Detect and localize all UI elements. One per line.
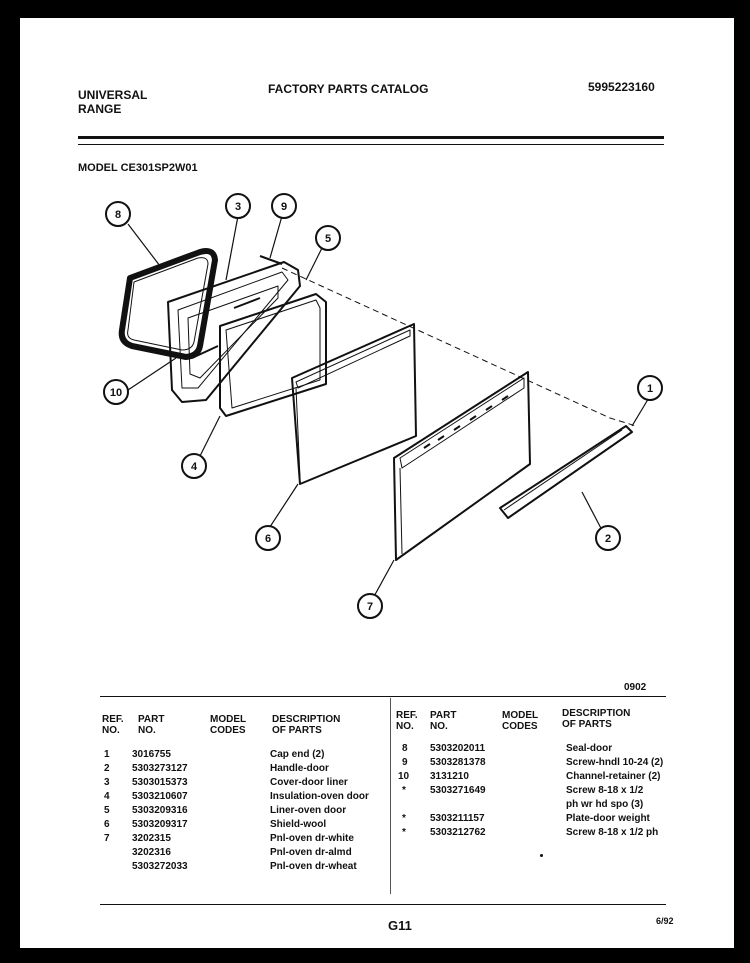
desc-cell: Shield-wool — [270, 819, 327, 830]
desc-cell: Channel-retainer (2) — [566, 771, 661, 782]
catalog-page — [20, 18, 734, 948]
table-row — [396, 812, 686, 826]
callout-2: 2 — [604, 533, 612, 545]
ref-cell: 3 — [104, 777, 110, 788]
parts-table-right — [396, 742, 686, 840]
table-row — [102, 860, 388, 874]
table-row — [102, 762, 388, 776]
callout-5: 5 — [324, 233, 332, 245]
callout-3: 3 — [234, 201, 242, 213]
table-row — [102, 818, 388, 832]
diagram-code: 0902 — [624, 682, 647, 693]
catalog-title: FACTORY PARTS CATALOG — [268, 82, 429, 96]
desc-cell: Seal-door — [566, 743, 613, 754]
header-desc-right: DESCRIPTION OF PARTS — [562, 708, 631, 730]
part-cell: 5303209316 — [132, 805, 188, 816]
ref-cell: 8 — [402, 743, 408, 754]
header-ref-right: REF. NO. — [396, 710, 418, 732]
table-row — [396, 826, 686, 840]
part-cell: 3131210 — [430, 771, 469, 782]
ref-cell: 6 — [104, 819, 110, 830]
model-number: MODEL CE301SP2W01 — [78, 162, 198, 174]
callout-7: 7 — [366, 601, 374, 613]
table-row — [396, 756, 686, 770]
catalog-number: 5995223160 — [588, 80, 655, 94]
table-row — [102, 790, 388, 804]
ref-cell: 1 — [104, 749, 110, 760]
ref-cell: 2 — [104, 763, 110, 774]
desc-cell: Handle-door — [270, 763, 329, 774]
part-cell: 5303272033 — [132, 861, 188, 872]
stray-dot — [540, 854, 543, 857]
part-cell: 5303212762 — [430, 827, 486, 838]
ref-cell: 10 — [398, 771, 410, 782]
shield-wool-part — [292, 324, 416, 484]
table-row — [102, 804, 388, 818]
table-row — [396, 798, 686, 812]
page-number: G11 — [388, 918, 412, 933]
table-row — [102, 776, 388, 790]
ref-cell: * — [402, 827, 406, 838]
callout-9: 9 — [280, 201, 288, 213]
part-cell: 3202316 — [132, 847, 171, 858]
desc-cell: Plate-door weight — [566, 813, 650, 824]
desc-cell: Pnl-oven dr-almd — [270, 847, 352, 858]
ref-cell: * — [402, 813, 406, 824]
callout-10: 10 — [109, 387, 123, 399]
desc-cell: Screw 8-18 x 1/2 ph — [566, 827, 659, 838]
part-cell: 3016755 — [132, 749, 171, 760]
brand-line-1: UNIVERSAL — [78, 88, 148, 102]
ref-cell: 7 — [104, 833, 110, 844]
desc-cell: Insulation-oven door — [270, 791, 369, 802]
desc-cell: Pnl-oven dr-white — [270, 833, 354, 844]
part-cell: 5303209317 — [132, 819, 188, 830]
part-cell: 5303211157 — [430, 813, 485, 824]
footer-rule — [100, 904, 666, 905]
part-cell: 5303273127 — [132, 763, 188, 774]
table-divider — [390, 698, 391, 894]
desc-cell: Liner-oven door — [270, 805, 347, 816]
table-row — [396, 770, 686, 784]
header-model-left: MODEL CODES — [210, 714, 247, 736]
ref-cell: 9 — [402, 757, 408, 768]
table-row — [102, 748, 388, 762]
ref-cell: 4 — [104, 791, 110, 802]
print-date: 6/92 — [656, 916, 674, 926]
parts-table-left — [102, 748, 388, 874]
part-cell: 3202315 — [132, 833, 171, 844]
liner-oven-door-part — [168, 262, 300, 402]
header-model-right: MODEL CODES — [502, 710, 539, 732]
part-cell: 5303210607 — [132, 791, 188, 802]
desc-cell: ph wr hd spo (3) — [566, 799, 644, 810]
part-cell: 5303281378 — [430, 757, 486, 768]
part-cell: 5303015373 — [132, 777, 188, 788]
header-part-left: PART NO. — [138, 714, 165, 736]
header-ref-left: REF. NO. — [102, 714, 124, 736]
desc-cell: Cap end (2) — [270, 749, 325, 760]
desc-cell: Pnl-oven dr-wheat — [270, 861, 357, 872]
insulation-part — [220, 294, 326, 416]
desc-cell: Screw 8-18 x 1/2 — [566, 785, 644, 796]
ref-cell: * — [402, 785, 406, 796]
callout-1: 1 — [646, 383, 654, 395]
table-top-rule — [100, 696, 666, 697]
brand-line-2: RANGE — [78, 102, 122, 116]
ref-cell: 5 — [104, 805, 110, 816]
callout-6: 6 — [264, 533, 272, 545]
callout-8: 8 — [114, 209, 122, 221]
header-part-right: PART NO. — [430, 710, 457, 732]
desc-cell: Cover-door liner — [270, 777, 348, 788]
table-row — [396, 742, 686, 756]
table-row — [102, 846, 388, 860]
desc-cell: Screw-hndl 10-24 (2) — [566, 757, 664, 768]
exploded-parts-diagram — [20, 18, 734, 668]
table-row — [396, 784, 686, 798]
table-row — [102, 832, 388, 846]
part-cell: 5303271649 — [430, 785, 486, 796]
part-cell: 5303202011 — [430, 743, 486, 754]
callout-4: 4 — [190, 461, 198, 473]
header-desc-left: DESCRIPTION OF PARTS — [272, 714, 341, 736]
